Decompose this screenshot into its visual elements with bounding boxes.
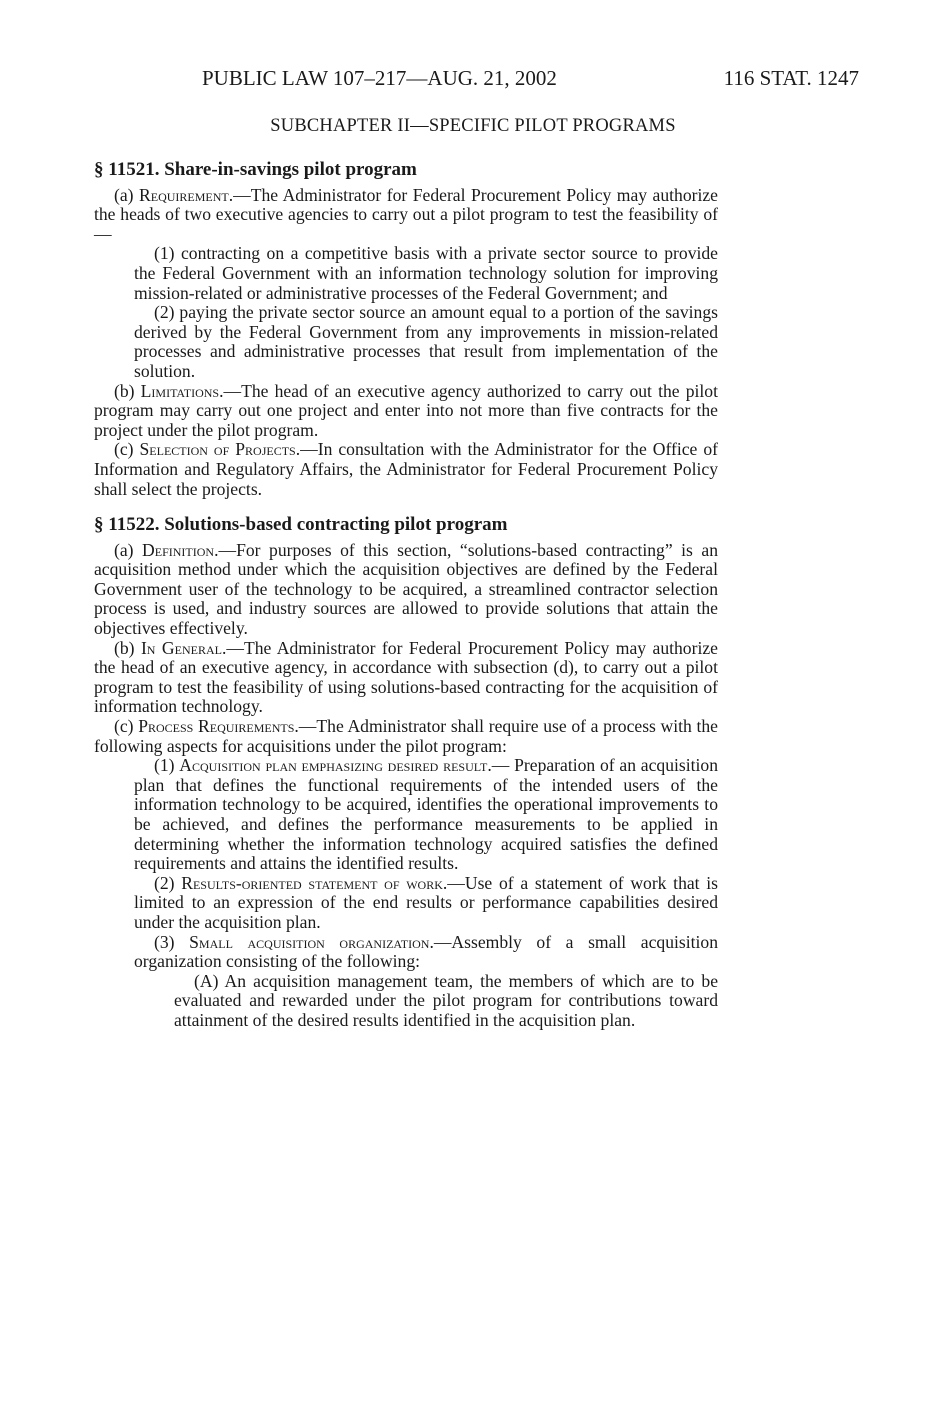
paragraph-label: (1) bbox=[154, 755, 180, 776]
paragraph-text: .—Use of a statement of work that is limited to an expression of the end results or performance capabilities desired under the acquisition plan. bbox=[134, 872, 719, 932]
subsection-text: .—For purposes of this section, “solutions-based contracting” is an acquisition method under which the acquisition objectives are defined by the Federal Government user of the technology to be acquired, a streamlined contractor selection process is used, and industry sources are allowed to provide solutions that attain the objectives effectively. bbox=[94, 539, 718, 639]
paragraph-text: .— Preparation of an acquisition plan that defines the functional requirements of the intended users of the information technology to be acquired, identifies the operational improvements to be achieved, and defines the performance measurements to be applied in determining whether the information technology acquired satisfies the defined requirements and attains the identified results. bbox=[134, 755, 718, 874]
subsection-caption: Selection of Projects bbox=[139, 439, 296, 460]
subsection-label: (b) bbox=[114, 380, 141, 401]
paragraph-caption: Small acquisition organization bbox=[189, 931, 430, 952]
subsection-caption: In General bbox=[140, 637, 222, 658]
subsection-caption: Requirement bbox=[139, 184, 229, 205]
section-11522-subparagraph-A: (A) An acquisition management team, the members of which are to be evaluated and rewarded under the pilot program for contributions toward attainment of the desired results identified in the acquisition plan. bbox=[174, 970, 718, 1030]
section-11521-paragraph-2: (2) paying the private sector source an amount equal to a portion of the savings derived by the Federal Government from any improvements in mission-related processes and administrative processes that result from implementation of the solution. bbox=[134, 302, 718, 381]
subsection-text: .—In consultation with the Administrator for the Office of Information and Regulatory Affairs, the Administrator for Federal Procurement Policy shall select the projects. bbox=[94, 439, 718, 499]
paragraph-text: .—Assembly of a small acquisition organization consisting of the following: bbox=[134, 931, 718, 972]
section-11522-paragraph-1 bbox=[134, 756, 718, 874]
section-11522-subsection-c bbox=[94, 717, 718, 756]
section-11521-paragraph-1: (1) contracting on a competitive basis with a private sector source to provide the Federal Government with an information technology solution for improving mission-related or administrative processes of the Federal Government; and bbox=[134, 243, 718, 303]
paragraph-label: (3) bbox=[154, 931, 190, 952]
section-11521-subsection-c bbox=[94, 440, 718, 499]
subsection-label: (b) bbox=[114, 637, 141, 658]
subsection-text: .—The head of an executive agency authorized to carry out the pilot program may carry out one project and enter into not more than five contracts for the project under the pilot program. bbox=[94, 380, 718, 440]
subsection-text: .—The Administrator shall require use of a process with the following aspects for acquisitions under the pilot program: bbox=[94, 716, 718, 756]
subsection-label: (a) bbox=[114, 539, 143, 560]
running-head bbox=[0, 66, 946, 96]
subsection-caption: Process Requirements bbox=[138, 716, 295, 737]
section-11522-paragraph-3 bbox=[134, 933, 718, 972]
subsection-caption: Limitations bbox=[140, 380, 220, 401]
paragraph-label: (2) bbox=[154, 872, 182, 893]
document-body bbox=[94, 160, 718, 1031]
subsection-caption: Definition bbox=[142, 539, 215, 560]
subsection-label: (c) bbox=[114, 439, 140, 460]
subsection-label: (a) bbox=[114, 184, 139, 205]
section-11522-subsection-b bbox=[94, 639, 718, 717]
section-11522-paragraph-2 bbox=[134, 874, 718, 933]
paragraph-caption: Results-oriented statement of work bbox=[181, 872, 443, 893]
section-11521-subsection-b bbox=[94, 382, 718, 441]
section-11521-heading: § 11521. Share-in-savings pilot program bbox=[94, 159, 417, 180]
section-11521-subsection-a bbox=[94, 186, 718, 245]
paragraph-caption: Acquisition plan emphasizing desired result bbox=[179, 755, 488, 776]
subsection-label: (c) bbox=[114, 716, 139, 737]
subchapter-title: SUBCHAPTER II—SPECIFIC PILOT PROGRAMS bbox=[270, 116, 676, 136]
subsection-text: .—The Administrator for Federal Procurement Policy may authorize the heads of two executive agencies to carry out a pilot program to test the feasibility of— bbox=[94, 184, 718, 244]
section-11522-heading: § 11522. Solutions-based contracting pilot program bbox=[94, 514, 508, 536]
running-head-title: PUBLIC LAW 107–217—AUG. 21, 2002 bbox=[202, 66, 557, 90]
subsection-text: .—The Administrator for Federal Procurement Policy may authorize the head of an executive agency, in accordance with subsection (d), to carry out a pilot program to test the feasibility of using solutions-based contracting for the acquisition of information technology. bbox=[94, 637, 718, 717]
section-11522-subsection-a bbox=[94, 541, 718, 639]
statute-citation: 116 STAT. 1247 bbox=[723, 66, 859, 90]
